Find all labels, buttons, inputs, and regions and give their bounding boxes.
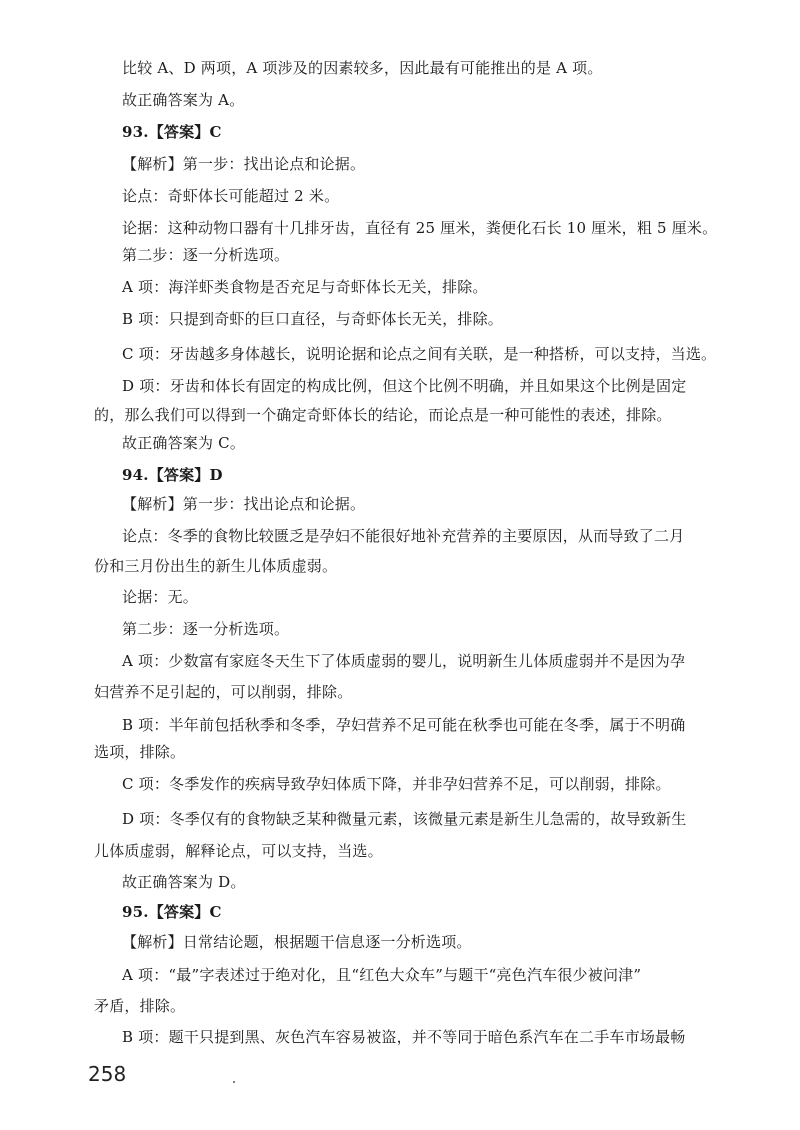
option-line: D 项：冬季仅有的食物缺乏某种微量元素，该微量元素是新生儿急需的，故导致新生: [122, 810, 687, 828]
option-line: A 项：“最”字表述过于绝对化，且“红色大众车”与题干“亮色汽车很少被问津”: [122, 966, 642, 984]
text-line: 妇营养不足引起的，可以削弱，排除。: [94, 683, 353, 701]
scan-speck: [233, 1081, 235, 1083]
analysis-heading: 【解析】第一步：找出论点和论据。: [122, 495, 366, 513]
option-line: B 项：只提到奇虾的巨口直径，与奇虾体长无关，排除。: [122, 310, 503, 328]
text-line: 论点：冬季的食物比较匮乏是孕妇不能很好地补充营养的主要原因，从而导致了二月: [122, 527, 685, 545]
text-line: 论点：奇虾体长可能超过 2 米。: [122, 187, 340, 205]
text-line: 份和三月份出生的新生儿体质虚弱。: [94, 557, 338, 575]
text-line: 选项，排除。: [94, 743, 186, 761]
option-line: C 项：冬季发作的疾病导致孕妇体质下降，并非孕妇营养不足，可以削弱，排除。: [122, 775, 671, 793]
analysis-heading: 【解析】日常结论题，根据题干信息逐一分析选项。: [122, 933, 472, 951]
text-line: 比较 A、D 两项，A 项涉及的因素较多，因此最有可能推出的是 A 项。: [122, 59, 603, 77]
text-line: 故正确答案为 C。: [122, 434, 246, 452]
answer-heading-94: 94.【答案】D: [122, 466, 223, 484]
option-line: A 项：少数富有家庭冬天生下了体质虚弱的婴儿，说明新生儿体质虚弱并不是因为孕: [122, 652, 686, 670]
option-line: B 项：半年前包括秋季和冬季，孕妇营养不足可能在秋季也可能在冬季，属于不明确: [122, 716, 686, 734]
text-line: 的，那么我们可以得到一个确定奇虾体长的结论，而论点是一种可能性的表述，排除。: [94, 406, 672, 424]
option-line: D 项：牙齿和体长有固定的构成比例，但这个比例不明确，并且如果这个比例是固定: [122, 377, 687, 395]
text-line: 儿体质虚弱，解释论点，可以支持，当选。: [94, 842, 383, 860]
option-line: B 项：题干只提到黑、灰色汽车容易被盗，并不等同于暗色系汽车在二手车市场最畅: [122, 1028, 686, 1046]
text-line: 故正确答案为 A。: [122, 91, 245, 109]
page-number: 258: [88, 1062, 127, 1086]
analysis-heading: 【解析】第一步：找出论点和论据。: [122, 155, 366, 173]
text-line: 论据：这种动物口器有十几排牙齿，直径有 25 厘米，粪便化石长 10 厘米，粗 5 厘米。: [122, 219, 718, 237]
answer-heading-95: 95.【答案】C: [122, 903, 222, 921]
text-line: 故正确答案为 D。: [122, 873, 246, 891]
answer-heading-93: 93.【答案】C: [122, 123, 222, 141]
text-line: 第二步：逐一分析选项。: [122, 620, 290, 638]
option-line: C 项：牙齿越多身体越长，说明论据和论点之间有关联，是一种搭桥，可以支持，当选。: [122, 345, 717, 363]
option-line: A 项：海洋虾类食物是否充足与奇虾体长无关，排除。: [122, 278, 488, 296]
text-line: 论据：无。: [122, 588, 199, 606]
text-line: 第二步：逐一分析选项。: [122, 246, 290, 264]
text-line: 矛盾，排除。: [94, 997, 186, 1015]
